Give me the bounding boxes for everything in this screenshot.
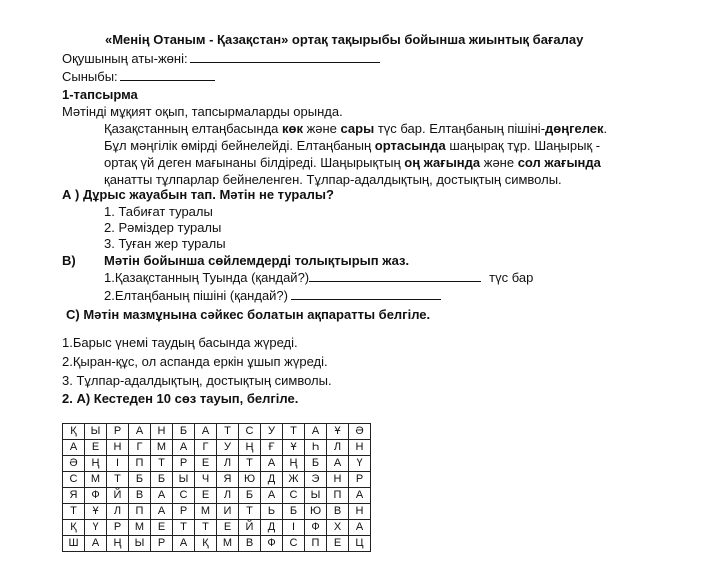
grid-cell[interactable]: Ф — [85, 488, 107, 504]
grid-cell[interactable]: Л — [327, 440, 349, 456]
grid-cell[interactable]: У — [217, 440, 239, 456]
grid-cell[interactable]: Т — [151, 456, 173, 472]
grid-cell[interactable]: М — [129, 520, 151, 536]
text-segment: және — [480, 155, 518, 170]
grid-cell[interactable]: Р — [151, 536, 173, 552]
grid-cell[interactable]: Б — [283, 504, 305, 520]
grid-cell[interactable]: Ж — [283, 472, 305, 488]
text-segment: Бұл мәңгілік өмірді бейнелейді. Елтаңбаның — [104, 138, 375, 153]
grid-cell[interactable]: Н — [107, 440, 129, 456]
task1-text-line — [104, 154, 601, 171]
task1-heading: 1-тапсырма — [62, 87, 138, 102]
student-name-blank[interactable] — [190, 50, 380, 63]
grid-cell[interactable]: М — [195, 504, 217, 520]
grid-cell[interactable]: Б — [305, 456, 327, 472]
partB-q2-blank[interactable] — [291, 287, 441, 300]
grid-cell[interactable]: Ь — [261, 504, 283, 520]
grid-cell[interactable]: Б — [129, 472, 151, 488]
class-label: Сыныбы: — [62, 69, 118, 84]
grid-cell[interactable]: В — [239, 536, 261, 552]
grid-cell[interactable]: У — [261, 424, 283, 440]
text-segment: түс бар. Елтаңбаның пішіні- — [374, 121, 546, 136]
grid-cell[interactable]: Л — [217, 456, 239, 472]
grid-cell[interactable]: А — [261, 488, 283, 504]
grid-cell[interactable]: Э — [305, 472, 327, 488]
partB-question: Мәтін бойынша сөйлемдерді толықтырып жаз. — [104, 253, 410, 268]
grid-cell[interactable]: Ю — [239, 472, 261, 488]
partB-q1-blank[interactable] — [309, 269, 481, 282]
keyword: сары — [340, 121, 375, 136]
grid-cell[interactable]: Ц — [349, 536, 371, 552]
grid-cell[interactable]: І — [107, 456, 129, 472]
student-name-line — [62, 50, 380, 67]
grid-cell[interactable]: Ң — [239, 440, 261, 456]
partA-option-1: 1. Табиғат туралы — [104, 204, 213, 219]
partC-statement-3: 3. Тұлпар-адалдықтың, достықтың символы. — [62, 373, 332, 388]
grid-cell[interactable]: А — [349, 488, 371, 504]
grid-cell[interactable]: Я — [217, 472, 239, 488]
grid-cell[interactable]: Ы — [305, 488, 327, 504]
grid-cell[interactable]: Е — [327, 536, 349, 552]
grid-cell[interactable]: Ә — [63, 456, 85, 472]
grid-cell[interactable]: Д — [261, 520, 283, 536]
grid-cell[interactable]: А — [151, 504, 173, 520]
text-segment: және — [302, 121, 341, 136]
partB-q1-line — [104, 269, 533, 286]
grid-cell[interactable]: Қ — [63, 520, 85, 536]
partC-statement-2: 2.Қыран-құс, ол аспанда еркін ұшып жүреді. — [62, 354, 328, 369]
grid-cell[interactable]: Ү — [85, 520, 107, 536]
grid-cell[interactable]: С — [239, 424, 261, 440]
grid-cell[interactable]: Я — [63, 488, 85, 504]
grid-row — [63, 504, 371, 520]
grid-row — [63, 520, 371, 536]
grid-cell[interactable]: А — [129, 424, 151, 440]
grid-cell[interactable]: Д — [261, 472, 283, 488]
grid-cell[interactable]: Ш — [63, 536, 85, 552]
grid-cell[interactable]: А — [151, 488, 173, 504]
grid-cell[interactable]: Т — [239, 504, 261, 520]
grid-cell[interactable]: Е — [85, 440, 107, 456]
grid-cell[interactable]: Ң — [283, 456, 305, 472]
grid-cell[interactable]: И — [217, 504, 239, 520]
grid-cell[interactable]: А — [305, 424, 327, 440]
grid-cell[interactable]: С — [283, 488, 305, 504]
grid-cell[interactable]: Қ — [195, 536, 217, 552]
grid-cell[interactable]: Ы — [173, 472, 195, 488]
grid-cell[interactable]: Т — [239, 456, 261, 472]
partB-q1-suffix: түс бар — [489, 270, 534, 285]
grid-cell[interactable]: П — [129, 456, 151, 472]
grid-row — [63, 472, 371, 488]
page-title: «Менің Отаным - Қазақстан» ортақ тақырыбы бойынша жиынтық бағалау — [105, 32, 584, 47]
class-line — [62, 68, 215, 85]
grid-cell[interactable]: Б — [151, 472, 173, 488]
grid-cell[interactable]: Ы — [129, 536, 151, 552]
grid-cell[interactable]: Ы — [85, 424, 107, 440]
grid-cell[interactable]: Р — [349, 472, 371, 488]
grid-cell[interactable]: Р — [107, 520, 129, 536]
grid-cell[interactable]: П — [327, 488, 349, 504]
keyword: көк — [282, 121, 303, 136]
grid-cell[interactable]: М — [217, 536, 239, 552]
grid-cell[interactable]: Е — [195, 456, 217, 472]
grid-cell[interactable]: Т — [283, 424, 305, 440]
grid-cell[interactable]: П — [129, 504, 151, 520]
grid-cell[interactable]: Н — [349, 440, 371, 456]
grid-cell[interactable]: М — [151, 440, 173, 456]
partB-q2: 2.Елтаңбаның пішіні (қандай?) — [104, 288, 288, 303]
partA-option-2: 2. Рәміздер туралы — [104, 220, 222, 235]
grid-cell[interactable]: Р — [107, 424, 129, 440]
text-segment: . — [603, 121, 608, 136]
grid-cell[interactable]: Х — [327, 520, 349, 536]
keyword: оң жағында — [404, 155, 481, 170]
grid-cell[interactable]: В — [129, 488, 151, 504]
grid-cell[interactable]: Т — [63, 504, 85, 520]
grid-cell[interactable]: Г — [195, 440, 217, 456]
grid-row — [63, 440, 371, 456]
grid-cell[interactable]: Н — [327, 472, 349, 488]
partA-question: А ) Дұрыс жауабын тап. Мәтін не туралы? — [62, 187, 334, 202]
grid-row — [63, 536, 371, 552]
grid-cell[interactable]: Ю — [305, 504, 327, 520]
grid-cell[interactable]: С — [173, 488, 195, 504]
grid-cell[interactable]: Н — [151, 424, 173, 440]
grid-cell[interactable]: Б — [239, 488, 261, 504]
grid-cell[interactable]: Р — [173, 504, 195, 520]
keyword: дөңгелек — [545, 121, 604, 136]
grid-cell[interactable]: Р — [173, 456, 195, 472]
grid-cell[interactable]: Т — [107, 472, 129, 488]
grid-cell[interactable]: А — [85, 536, 107, 552]
word-search-grid — [62, 423, 371, 552]
grid-cell[interactable]: Ұ — [283, 440, 305, 456]
grid-cell[interactable]: Ұ — [327, 424, 349, 440]
grid-cell[interactable]: А — [173, 440, 195, 456]
grid-row — [63, 456, 371, 472]
grid-cell[interactable]: Һ — [305, 440, 327, 456]
grid-cell[interactable]: Ә — [349, 424, 371, 440]
task2-heading: 2. А) Кестеден 10 сөз тауып, белгіле. — [62, 391, 299, 406]
text-segment: қанатты тұлпарлар бейнеленген. Тұлпар-адалдықтың, достықтың символы. — [104, 172, 562, 187]
keyword: сол жағында — [517, 155, 601, 170]
grid-cell[interactable]: Қ — [63, 424, 85, 440]
grid-cell[interactable]: П — [305, 536, 327, 552]
grid-cell[interactable]: Ч — [195, 472, 217, 488]
grid-cell[interactable]: А — [349, 520, 371, 536]
grid-cell[interactable]: Б — [173, 424, 195, 440]
partC-question: С) Мәтін мазмұнына сәйкес болатын ақпаратты белгіле. — [66, 307, 431, 322]
grid-cell[interactable]: Т — [195, 520, 217, 536]
grid-cell[interactable]: М — [85, 472, 107, 488]
grid-cell[interactable]: С — [283, 536, 305, 552]
grid-cell[interactable]: А — [195, 424, 217, 440]
class-blank[interactable] — [120, 68, 215, 81]
grid-cell[interactable]: В — [327, 504, 349, 520]
grid-row — [63, 488, 371, 504]
grid-cell[interactable]: І — [283, 520, 305, 536]
keyword: ортасында — [374, 138, 446, 153]
grid-cell[interactable]: А — [63, 440, 85, 456]
partB-q2-line — [104, 287, 441, 304]
text-segment: шаңырақ тұр. Шаңырық - — [445, 138, 601, 153]
grid-cell[interactable]: Л — [107, 504, 129, 520]
grid-cell[interactable]: Е — [151, 520, 173, 536]
grid-cell[interactable]: Ң — [107, 536, 129, 552]
grid-cell[interactable]: Ұ — [85, 504, 107, 520]
task1-text-line — [104, 120, 607, 137]
grid-cell[interactable]: Ф — [261, 536, 283, 552]
text-segment: Қазақстанның елтаңбасында — [104, 121, 282, 136]
grid-cell[interactable]: А — [327, 456, 349, 472]
task1-text-line — [104, 137, 600, 154]
grid-cell[interactable]: Ң — [85, 456, 107, 472]
student-name-label: Оқушының аты-жөні: — [62, 51, 188, 66]
grid-cell[interactable]: А — [261, 456, 283, 472]
grid-cell[interactable]: Г — [129, 440, 151, 456]
grid-cell[interactable]: Т — [173, 520, 195, 536]
grid-cell[interactable]: Й — [107, 488, 129, 504]
grid-cell[interactable]: Е — [195, 488, 217, 504]
task1-instruction: Мәтінді мұқият оқып, тапсырмаларды орында. — [62, 104, 343, 119]
grid-cell[interactable]: Й — [239, 520, 261, 536]
grid-cell[interactable]: Т — [217, 424, 239, 440]
grid-cell[interactable]: Ү — [349, 456, 371, 472]
grid-row — [63, 424, 371, 440]
grid-cell[interactable]: Л — [217, 488, 239, 504]
partC-statement-1: 1.Барыс үнемі таудың басында жүреді. — [62, 335, 298, 350]
grid-cell[interactable]: С — [63, 472, 85, 488]
grid-cell[interactable]: Н — [349, 504, 371, 520]
partA-option-3: 3. Туған жер туралы — [104, 236, 226, 251]
grid-cell[interactable]: Ғ — [261, 440, 283, 456]
grid-cell[interactable]: Ф — [305, 520, 327, 536]
grid-cell[interactable]: А — [173, 536, 195, 552]
text-segment: ортақ үй деген мағынаны білдіреді. Шаңырықтың — [104, 155, 405, 170]
partB-q1: 1.Қазақстанның Туында (қандай?) — [104, 270, 310, 285]
partB-letter: В) — [62, 253, 76, 268]
grid-cell[interactable]: Е — [217, 520, 239, 536]
